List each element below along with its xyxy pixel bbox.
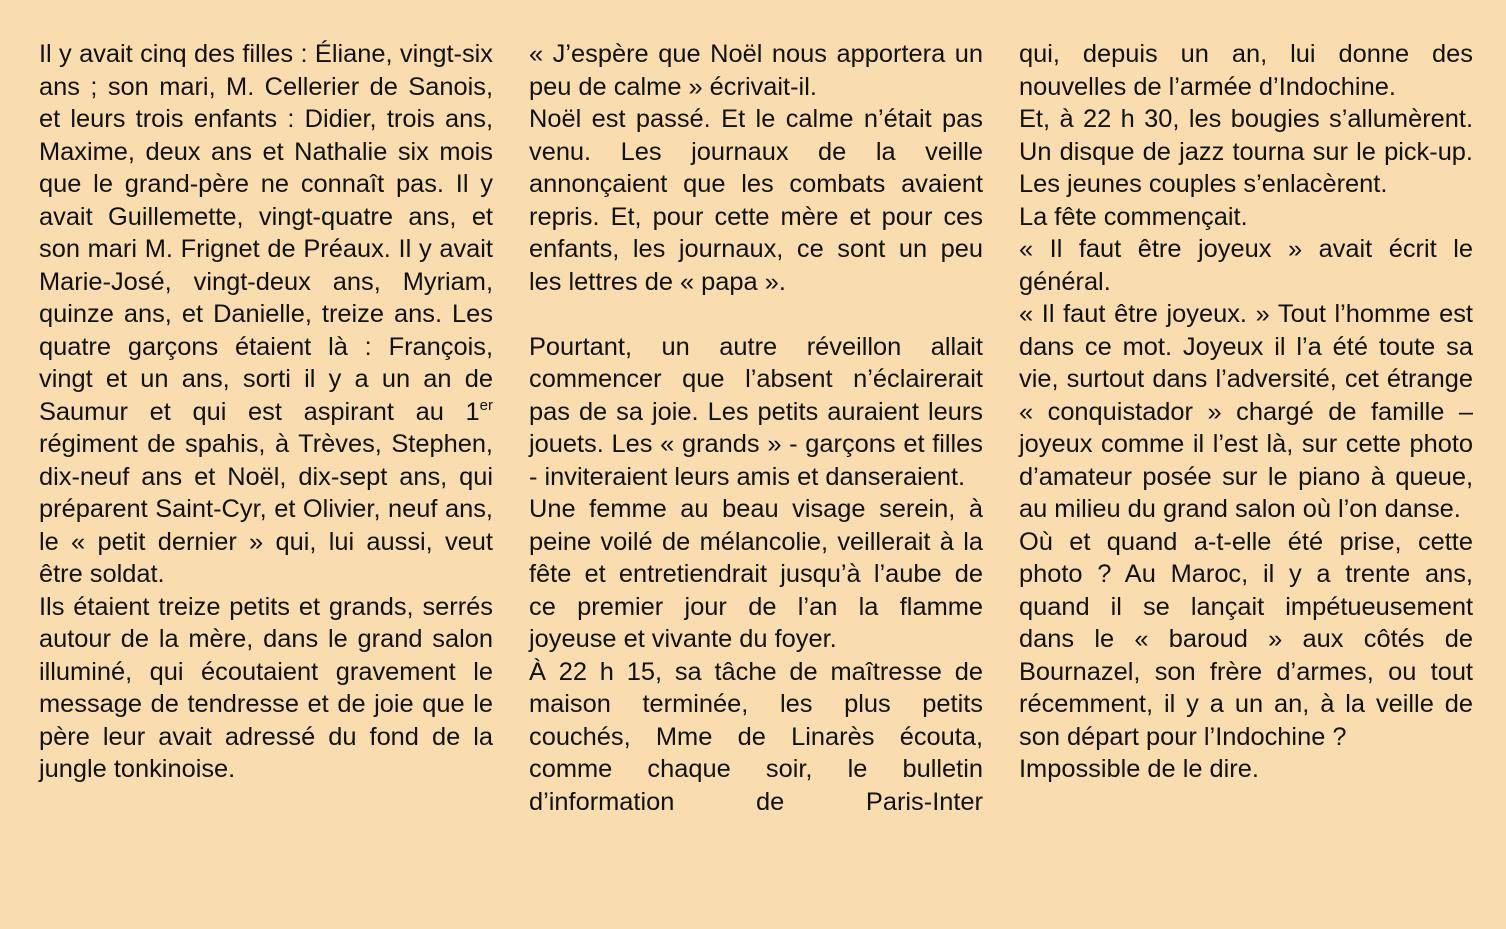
paragraph: « J’espère que Noël nous apportera un peu de calme » écrivait-il. — [529, 40, 983, 101]
paragraph: À 22 h 15, sa tâche de maîtresse de maison terminée, les plus petits couchés, Mme de Linarès écouta, comme chaque soir, le bulletin d’information de Paris-Inter — [529, 657, 983, 816]
paragraph: Et, à 22 h 30, les bougies s’allumèrent. Un disque de jazz tourna sur le pick-up. Les jeunes couples s’enlacèrent. — [1019, 105, 1473, 198]
paragraph-text: régiment de spahis, à Trèves, Stephen, dix-neuf ans et Noël, dix-sept ans, qui préparent Saint-Cyr, et Olivier, neuf ans, le « petit dernier » qui, lui aussi, veut être soldat. — [39, 430, 493, 588]
paragraph-text: Il y avait cinq des filles : Éliane, vingt-six ans ; son mari, M. Cellerier de Sanois, et leurs trois enfants : Didier, trois ans, Maxime, deux ans et Nathalie six mois que le grand-père ne connaît pas. Il y avait Guillemette, vingt-quatre ans, et son mari M. Frignet de Préaux. Il y avait Marie-José, vingt-deux ans, Myriam, quinze ans, et Danielle, treize ans. Les quatre garçons étaient là : François, vingt et un ans, sorti il y a un an de Saumur et qui est aspirant au 1 — [39, 40, 493, 426]
ordinal-suffix: er — [479, 396, 493, 414]
paragraph: Impossible de le dire. — [1019, 755, 1259, 783]
paragraph: Ils étaient treize petits et grands, serrés autour de la mère, dans le grand salon illuminé, qui écoutaient gravement le message de tendresse et de joie que le père leur avait adressé du fond de la jungle tonkinoise. — [39, 592, 493, 783]
paragraph: qui, depuis un an, lui donne des nouvelles de l’armée d’Indochine. — [1019, 40, 1473, 101]
paragraph: Noël est passé. Et le calme n’était pas venu. Les journaux de la veille annonçaient que les combats avaient repris. Et, pour cette mère et pour ces enfants, les journaux, ce sont un peu les lettres de « papa ». — [529, 105, 983, 296]
paragraph-spacer — [529, 298, 983, 331]
paragraph: Une femme au beau visage serein, à peine voilé de mélancolie, veillerait à la fête et entretiendrait jusqu’à l’aube de ce premier jour de l’an la flamme joyeuse et vivante du foyer. — [529, 495, 983, 653]
text-column-3 — [1019, 38, 1473, 786]
text-column-1 — [39, 38, 493, 786]
paragraph: Où et quand a-t-elle été prise, cette photo ? Au Maroc, il y a trente ans, quand il se lançait impétueusement dans le « baroud » aux côtés de Bournazel, son frère d’armes, ou tout récemment, il y a un an, à la veille de son départ pour l’Indochine ? — [1019, 527, 1473, 751]
paragraph: La fête commençait. — [1019, 202, 1248, 231]
paragraph — [39, 38, 493, 591]
text-column-2 — [529, 38, 983, 818]
paragraph: « Il faut être joyeux » avait écrit le général. — [1019, 235, 1473, 296]
paragraph: Pourtant, un autre réveillon allait commencer que l’absent n’éclairerait pas de sa joie. Les petits auraient leurs jouets. Les « grands » - garçons et filles - inviteraient leurs amis et danseraient. — [529, 332, 983, 491]
paragraph: « Il faut être joyeux. » Tout l’homme est dans ce mot. Joyeux il l’a été toute sa vie, surtout dans l’adversité, cet étrange « conquistador » chargé de famille – joyeux comme il l’est là, sur cette photo d’amateur posée sur le piano à queue, au milieu du grand salon où l’on danse. — [1019, 300, 1473, 523]
